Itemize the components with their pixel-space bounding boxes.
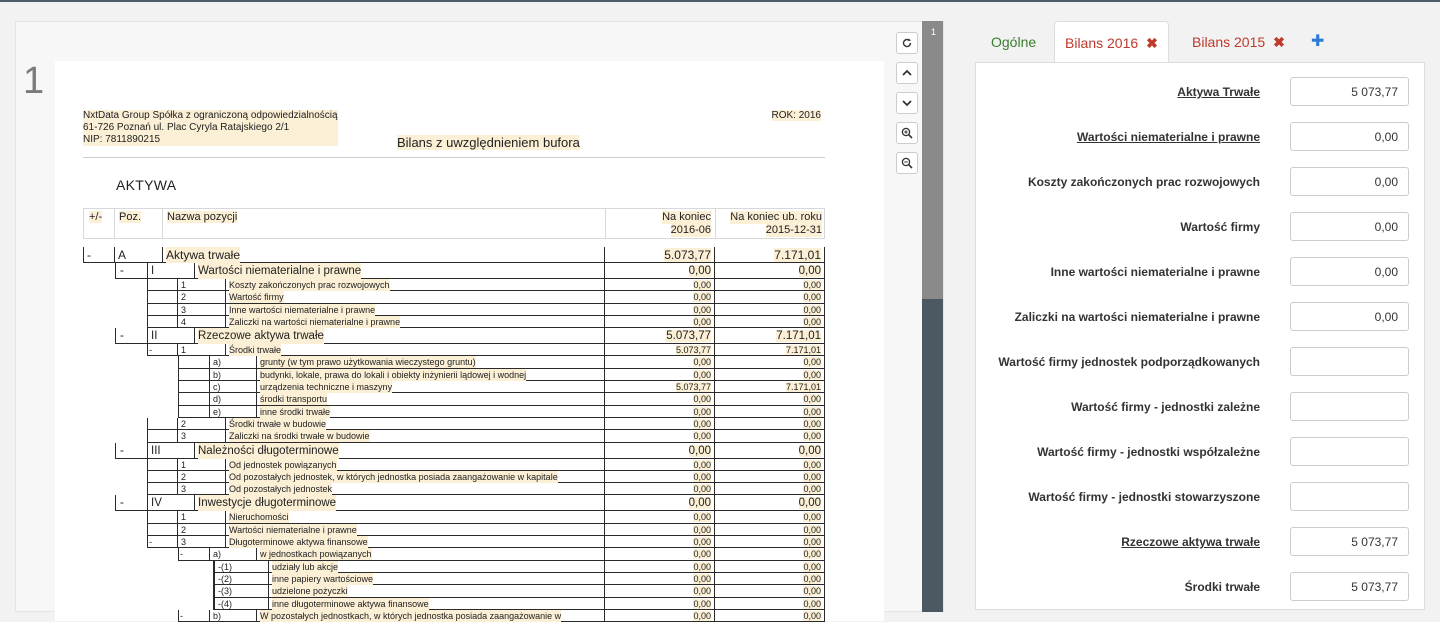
- form-label: Środki trwałe: [1184, 580, 1260, 594]
- company-info: [83, 110, 338, 146]
- row-sign: -: [120, 444, 124, 457]
- form-value-input[interactable]: [1290, 392, 1409, 421]
- row-value-current: 0,00: [693, 512, 711, 523]
- table-row: [83, 369, 825, 381]
- table-row: [83, 561, 825, 573]
- balance-form: [975, 62, 1425, 610]
- tab-bar: [975, 21, 1425, 63]
- row-position: b): [213, 369, 222, 380]
- row-value-previous: 0,00: [803, 292, 821, 303]
- row-value-previous: 0,00: [803, 561, 821, 572]
- chevron-up-icon: [901, 67, 913, 79]
- row-name: Inwestycje długoterminowe: [198, 497, 337, 510]
- divider: [83, 157, 825, 158]
- row-name: Środki trwałe w budowie: [229, 418, 327, 429]
- tab-bilans-2016[interactable]: [1054, 21, 1169, 63]
- row-name: W pozostałych jednostkach, w których jednostka posiada zaangażowanie w: [260, 610, 562, 621]
- zoom-out-icon: [901, 157, 913, 169]
- row-sign: -: [120, 330, 124, 343]
- table-row: [83, 316, 825, 328]
- form-label[interactable]: Aktywa Trwałe: [1177, 85, 1260, 99]
- row-position: I: [151, 265, 155, 277]
- table-row: [83, 247, 825, 263]
- row-value-current: 0,00: [693, 573, 711, 584]
- row-name: grunty (w tym prawo użytkowania wieczystego gruntu): [260, 357, 476, 368]
- header-poz: Poz.: [119, 211, 142, 223]
- form-label: Wartość firmy - jednostki współzależne: [1037, 445, 1260, 459]
- balance-table: [83, 247, 825, 622]
- row-position: 1: [181, 459, 187, 470]
- company-address: 61-726 Poznań ul. Plac Cyryla Ratajskiego 2/1: [83, 122, 338, 134]
- row-name: inne papiery wartościowe: [272, 573, 374, 584]
- row-value-previous: 0,00: [803, 369, 821, 380]
- form-value-input[interactable]: [1290, 347, 1409, 376]
- tab-label: Ogólne: [991, 34, 1037, 50]
- form-row: [976, 257, 1424, 302]
- row-value-current: 0,00: [693, 561, 711, 572]
- row-value-previous: 0,00: [803, 537, 821, 548]
- row-position: -(1): [218, 561, 232, 572]
- add-tab-button[interactable]: [1301, 21, 1334, 63]
- row-position: 1: [181, 512, 187, 523]
- row-value-current: 0,00: [693, 459, 711, 470]
- form-label[interactable]: Wartości niematerialne i prawne: [1077, 130, 1260, 144]
- form-value-input[interactable]: [1290, 482, 1409, 511]
- row-value-previous: 0,00: [803, 418, 821, 429]
- form-value-input[interactable]: 0,00: [1290, 257, 1409, 286]
- row-name: Aktywa trwałe: [166, 248, 241, 262]
- thumbnail-scrollbar[interactable]: [922, 21, 943, 612]
- row-name: Nieruchomości: [229, 512, 289, 523]
- header-sign: +/-: [89, 211, 103, 223]
- row-value-previous: 0,00: [803, 304, 821, 315]
- form-label[interactable]: Rzeczowe aktywa trwałe: [1121, 535, 1260, 549]
- row-name: Zaliczki na środki trwałe w budowie: [229, 431, 370, 442]
- row-name: Od jednostek powiązanych: [229, 459, 337, 470]
- row-position: 3: [181, 484, 187, 495]
- table-row: [83, 548, 825, 560]
- row-name: udziały lub akcje: [272, 561, 339, 572]
- row-value-previous: 0,00: [803, 512, 821, 523]
- row-name: urządzenia techniczne i maszyny: [260, 382, 393, 393]
- scroll-thumb[interactable]: [922, 21, 943, 299]
- tab-label: Bilans 2015: [1192, 34, 1266, 50]
- row-name: w jednostkach powiązanych: [260, 549, 372, 560]
- row-value-previous: 0,00: [803, 316, 821, 327]
- document-title: Bilans z uwzględnieniem bufora: [397, 135, 580, 150]
- row-name: inne długoterminowe aktywa finansowe: [272, 598, 429, 609]
- row-position: 3: [181, 304, 187, 315]
- form-label: Inne wartości niematerialne i prawne: [1050, 265, 1260, 279]
- table-row: [83, 418, 825, 430]
- row-value-current: 0,00: [693, 304, 711, 315]
- row-position: 2: [181, 292, 187, 303]
- row-position: -(2): [218, 573, 232, 584]
- row-position: 2: [181, 471, 187, 482]
- row-value-previous: 7.171,01: [785, 382, 821, 393]
- row-name: budynki, lokale, prawa do lokali i obiekty inżynierii lądowej i wodnej: [260, 369, 527, 380]
- row-value-current: 0,00: [688, 497, 711, 510]
- row-value-previous: 0,00: [803, 573, 821, 584]
- row-value-current: 0,00: [693, 524, 711, 535]
- tab-label: Bilans 2016: [1065, 35, 1139, 51]
- table-row: [83, 356, 825, 368]
- row-name: Długoterminowe aktywa finansowe: [229, 537, 368, 548]
- close-icon[interactable]: ✖: [1146, 35, 1158, 51]
- row-position: a): [213, 549, 222, 560]
- row-position: c): [213, 382, 221, 393]
- row-name: Rzeczowe aktywa trwałe: [198, 330, 324, 343]
- row-position: b): [213, 610, 222, 621]
- row-value-previous: 0,00: [803, 406, 821, 417]
- table-row: [83, 524, 825, 536]
- row-value-current: 0,00: [693, 369, 711, 380]
- zoom-in-button[interactable]: [896, 122, 918, 144]
- row-position: II: [151, 330, 158, 343]
- row-value-previous: 0,00: [803, 484, 821, 495]
- table-row: [83, 279, 825, 291]
- table-row: [83, 443, 825, 459]
- row-value-previous: 0,00: [803, 459, 821, 470]
- row-value-current: 0,00: [693, 471, 711, 482]
- row-name: środki transportu: [260, 394, 328, 405]
- row-value-current: 0,00: [693, 292, 711, 303]
- row-position: 2: [181, 418, 187, 429]
- table-row: [83, 304, 825, 316]
- form-row: [976, 482, 1424, 527]
- row-value-current: 0,00: [693, 537, 711, 548]
- row-value-previous: 0,00: [803, 586, 821, 597]
- table-row: [83, 573, 825, 585]
- document-page: [55, 61, 884, 621]
- row-name: Należności długoterminowe: [198, 444, 339, 457]
- page-number: 1: [23, 60, 45, 102]
- row-value-previous: 0,00: [803, 524, 821, 535]
- row-sign: -: [120, 497, 124, 510]
- row-position: III: [151, 444, 161, 457]
- chevron-down-icon: [901, 97, 913, 109]
- plus-icon: ✚: [1311, 33, 1325, 50]
- row-name: inne środki trwałe: [260, 406, 331, 417]
- row-position: 1: [181, 280, 187, 290]
- row-sign: -: [180, 549, 183, 560]
- zoom-out-button[interactable]: [896, 152, 918, 174]
- table-row: [83, 471, 825, 483]
- form-row: [976, 122, 1424, 167]
- row-name: udzielone pożyczki: [272, 586, 348, 597]
- row-value-previous: 0,00: [798, 265, 821, 277]
- row-value-current: 0,00: [693, 549, 711, 560]
- table-row: [83, 598, 825, 610]
- form-label: Zaliczki na wartości niematerialne i prawne: [1014, 310, 1260, 324]
- row-value-current: 5.073,77: [664, 248, 711, 262]
- rotate-button[interactable]: [896, 32, 918, 54]
- header-name: Nazwa pozycji: [167, 211, 238, 223]
- form-value-input[interactable]: 0,00: [1290, 122, 1409, 151]
- document-year: ROK: 2016: [771, 110, 821, 121]
- table-row: [83, 406, 825, 418]
- form-row: [976, 77, 1424, 122]
- form-value-input[interactable]: 5 073,77: [1290, 572, 1409, 601]
- row-name: Wartość firmy: [229, 292, 284, 303]
- table-row: [83, 483, 825, 495]
- form-label: Wartość firmy - jednostki stowarzyszone: [1028, 490, 1260, 504]
- row-value-current: 0,00: [693, 357, 711, 368]
- row-value-previous: 0,00: [803, 471, 821, 482]
- row-sign: -: [120, 265, 124, 277]
- form-label: Wartość firmy jednostek podporządkowanych: [998, 355, 1260, 369]
- row-position: a): [213, 357, 222, 368]
- form-row: [976, 347, 1424, 392]
- row-value-previous: 0,00: [803, 394, 821, 405]
- row-value-current: 0,00: [693, 431, 711, 442]
- row-value-previous: 0,00: [803, 549, 821, 560]
- row-position: 1: [181, 345, 187, 356]
- form-value-input[interactable]: 5 073,77: [1290, 527, 1409, 556]
- table-row: [83, 291, 825, 303]
- row-value-current: 5.073,77: [675, 382, 711, 393]
- row-name: Od pozostałych jednostek: [229, 484, 333, 495]
- form-row: [976, 302, 1424, 347]
- row-value-current: 0,00: [688, 444, 711, 457]
- row-position: 4: [181, 316, 187, 327]
- row-name: Zaliczki na wartości niematerialne i prawne: [229, 316, 401, 327]
- row-value-previous: 7.171,01: [776, 330, 821, 343]
- table-row: [83, 430, 825, 442]
- row-sign: -: [87, 248, 91, 262]
- row-value-current: 5.073,77: [666, 330, 711, 343]
- form-row: [976, 572, 1424, 617]
- section-title: AKTYWA: [116, 177, 177, 193]
- form-value-input[interactable]: 0,00: [1290, 212, 1409, 241]
- table-row: [83, 393, 825, 405]
- row-value-current: 5.073,77: [675, 345, 711, 356]
- row-value-current: 0,00: [693, 316, 711, 327]
- form-value-input[interactable]: 0,00: [1290, 167, 1409, 196]
- table-row: [83, 585, 825, 597]
- company-name: NxtData Group Spółka z ograniczoną odpowiedzialnością: [83, 110, 338, 121]
- tab-bilans-2015[interactable]: [1182, 21, 1295, 63]
- form-row: [976, 392, 1424, 437]
- row-value-previous: 0,00: [803, 357, 821, 368]
- row-value-previous: 0,00: [803, 280, 821, 290]
- previous-page-button[interactable]: [896, 62, 918, 84]
- row-value-previous: 0,00: [803, 431, 821, 442]
- row-position: 2: [181, 524, 187, 535]
- row-value-current: 0,00: [693, 394, 711, 405]
- row-value-previous: 7.171,01: [785, 345, 821, 356]
- row-position: -(4): [218, 598, 232, 609]
- row-name: Inne wartości niematerialne i prawne: [229, 304, 376, 315]
- table-row: [83, 495, 825, 511]
- document-viewer[interactable]: [15, 21, 944, 621]
- table-row: [83, 381, 825, 393]
- row-name: Wartości niematerialne i prawne: [198, 265, 362, 277]
- row-name: Środki trwałe: [229, 345, 282, 356]
- row-position: A: [118, 248, 127, 262]
- row-name: Od pozostałych jednostek, w których jednostka posiada zaangażowanie w kapitale: [229, 471, 558, 482]
- form-row: [976, 437, 1424, 482]
- row-position: e): [213, 406, 222, 417]
- row-value-current: 0,00: [693, 598, 711, 609]
- row-sign: -: [149, 345, 152, 356]
- thumbnail-number: 1: [931, 27, 937, 37]
- row-position: d): [213, 394, 222, 405]
- header-col1: Na koniec 2016-06: [662, 211, 711, 236]
- form-label: Koszty zakończonych prac rozwojowych: [1027, 175, 1260, 189]
- row-value-previous: 7.171,01: [774, 248, 821, 262]
- row-value-previous: 0,00: [803, 610, 821, 621]
- table-header: [83, 208, 825, 239]
- row-position: -(3): [218, 586, 232, 597]
- row-value-current: 0,00: [693, 418, 711, 429]
- company-nip: NIP: 7811890215: [83, 134, 338, 146]
- form-value-input[interactable]: 0,00: [1290, 302, 1409, 331]
- row-value-current: 0,00: [693, 280, 711, 290]
- table-row: [83, 328, 825, 344]
- row-sign: -: [180, 610, 183, 621]
- row-name: Wartości niematerialne i prawne: [229, 524, 357, 535]
- close-icon[interactable]: ✖: [1273, 34, 1285, 50]
- row-sign: -: [149, 537, 152, 548]
- form-value-input[interactable]: [1290, 437, 1409, 466]
- row-value-current: 0,00: [693, 484, 711, 495]
- row-value-current: 0,00: [693, 610, 711, 621]
- form-label: Wartość firmy: [1180, 220, 1260, 234]
- table-row: [83, 459, 825, 471]
- form-label: Wartość firmy - jednostki zależne: [1071, 400, 1260, 414]
- row-value-previous: 0,00: [798, 497, 821, 510]
- table-row: [83, 511, 825, 523]
- table-row: [83, 344, 825, 356]
- row-value-previous: 0,00: [803, 598, 821, 609]
- top-border: [0, 0, 1440, 2]
- row-value-current: 0,00: [693, 406, 711, 417]
- header-col2: Na koniec ub. roku 2015-12-31: [730, 211, 822, 236]
- form-row: [976, 527, 1424, 572]
- form-row: [976, 167, 1424, 212]
- tab-ogolne[interactable]: [981, 21, 1046, 63]
- table-row: [83, 536, 825, 548]
- row-position: IV: [151, 497, 162, 510]
- rotate-icon: [901, 37, 913, 49]
- row-name: Koszty zakończonych prac rozwojowych: [229, 280, 390, 290]
- row-value-previous: 0,00: [798, 444, 821, 457]
- table-row: [83, 263, 825, 279]
- zoom-in-icon: [901, 127, 913, 139]
- form-row: [976, 212, 1424, 257]
- row-value-current: 0,00: [693, 586, 711, 597]
- row-position: 3: [181, 537, 187, 548]
- row-value-current: 0,00: [688, 265, 711, 277]
- row-position: 3: [181, 431, 187, 442]
- form-value-input[interactable]: 5 073,77: [1290, 77, 1409, 106]
- next-page-button[interactable]: [896, 92, 918, 114]
- table-row: [83, 610, 825, 622]
